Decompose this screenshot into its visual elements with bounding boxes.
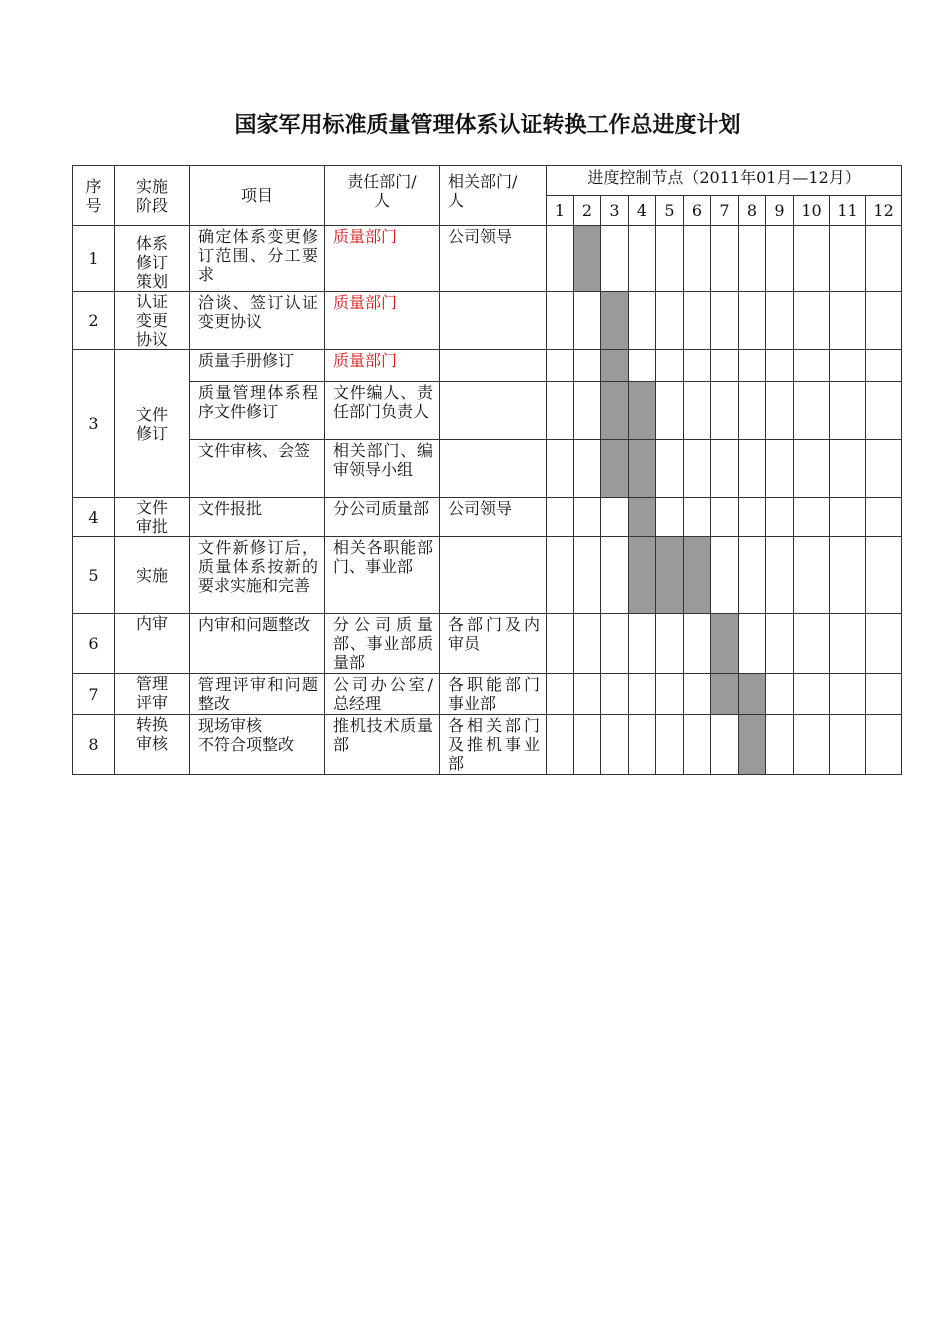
page-title: 国家军用标准质量管理体系认证转换工作总进度计划 <box>234 113 741 138</box>
progress-empty-cell <box>739 537 766 614</box>
progress-empty-cell <box>866 440 902 498</box>
row-stage <box>115 674 190 715</box>
progress-empty-cell <box>574 382 601 440</box>
progress-empty-cell <box>766 350 794 382</box>
progress-empty-cell <box>629 614 656 674</box>
progress-empty-cell <box>601 537 629 614</box>
progress-empty-cell <box>547 350 574 382</box>
progress-empty-cell <box>830 292 866 350</box>
month-header-7: 7 <box>711 196 739 226</box>
row-related: 各职能部门事业部 <box>440 674 547 715</box>
month-header-8: 8 <box>739 196 766 226</box>
progress-empty-cell <box>711 537 739 614</box>
progress-empty-cell <box>766 614 794 674</box>
row-seq: 1 <box>73 226 115 292</box>
progress-empty-cell <box>547 537 574 614</box>
row-stage <box>115 614 190 674</box>
progress-empty-cell <box>629 350 656 382</box>
row-stage <box>115 350 190 498</box>
header-stage <box>115 166 190 226</box>
progress-empty-cell <box>684 382 711 440</box>
header-stage-label: 实施阶段 <box>135 176 168 215</box>
row-stage-text: 认证变更协议 <box>135 292 168 349</box>
progress-empty-cell <box>601 498 629 537</box>
progress-empty-cell <box>656 226 684 292</box>
row-stage <box>115 498 190 537</box>
progress-empty-cell <box>830 674 866 715</box>
row-seq: 8 <box>73 715 115 775</box>
row-stage-text: 文件审批 <box>135 498 168 536</box>
progress-empty-cell <box>656 498 684 537</box>
progress-bar-cell <box>601 382 629 440</box>
progress-empty-cell <box>711 350 739 382</box>
row-resp: 公司办公室/总经理 <box>325 674 440 715</box>
progress-bar-cell <box>629 498 656 537</box>
progress-empty-cell <box>866 498 902 537</box>
table-row <box>73 440 902 498</box>
progress-empty-cell <box>830 498 866 537</box>
row-item: 文件报批 <box>190 498 325 537</box>
row-item: 质量管理体系程序文件修订 <box>190 382 325 440</box>
progress-empty-cell <box>766 440 794 498</box>
progress-empty-cell <box>711 226 739 292</box>
row-related <box>440 350 547 382</box>
progress-empty-cell <box>684 226 711 292</box>
progress-empty-cell <box>866 292 902 350</box>
progress-empty-cell <box>794 350 830 382</box>
row-resp: 相关部门、编审领导小组 <box>325 440 440 498</box>
header-item: 项目 <box>190 166 325 226</box>
table-row <box>73 614 902 674</box>
progress-empty-cell <box>684 350 711 382</box>
row-resp: 分公司质量部 <box>325 498 440 537</box>
progress-empty-cell <box>547 382 574 440</box>
progress-empty-cell <box>684 614 711 674</box>
progress-empty-cell <box>830 226 866 292</box>
progress-empty-cell <box>656 715 684 775</box>
progress-empty-cell <box>794 537 830 614</box>
month-header-6: 6 <box>684 196 711 226</box>
month-header-10: 10 <box>794 196 830 226</box>
progress-empty-cell <box>794 382 830 440</box>
progress-empty-cell <box>574 350 601 382</box>
table-row <box>73 498 902 537</box>
row-seq: 7 <box>73 674 115 715</box>
progress-empty-cell <box>794 674 830 715</box>
progress-empty-cell <box>629 292 656 350</box>
progress-empty-cell <box>830 350 866 382</box>
schedule-table <box>72 165 902 775</box>
progress-empty-cell <box>766 382 794 440</box>
progress-empty-cell <box>684 440 711 498</box>
row-resp: 相关各职能部门、事业部 <box>325 537 440 614</box>
progress-empty-cell <box>866 614 902 674</box>
progress-empty-cell <box>766 537 794 614</box>
header-seq <box>73 166 115 226</box>
row-seq: 4 <box>73 498 115 537</box>
progress-empty-cell <box>866 226 902 292</box>
row-stage <box>115 226 190 292</box>
month-header-5: 5 <box>656 196 684 226</box>
header-row <box>73 166 902 196</box>
row-resp: 质量部门 <box>325 350 440 382</box>
row-item: 文件新修订后，质量体系按新的要求实施和完善 <box>190 537 325 614</box>
table-row <box>73 350 902 382</box>
progress-bar-cell <box>739 715 766 775</box>
progress-empty-cell <box>601 226 629 292</box>
month-header-1: 1 <box>547 196 574 226</box>
progress-empty-cell <box>766 226 794 292</box>
progress-empty-cell <box>794 498 830 537</box>
row-item: 管理评审和问题整改 <box>190 674 325 715</box>
table-row <box>73 292 902 350</box>
row-item: 洽谈、签订认证变更协议 <box>190 292 325 350</box>
row-stage-text: 体系修订策划 <box>135 234 168 291</box>
row-resp: 质量部门 <box>325 226 440 292</box>
progress-empty-cell <box>711 440 739 498</box>
progress-empty-cell <box>711 382 739 440</box>
progress-empty-cell <box>574 715 601 775</box>
progress-empty-cell <box>656 292 684 350</box>
progress-empty-cell <box>547 674 574 715</box>
row-related <box>440 382 547 440</box>
header-related-label: 相关部门/人 <box>448 172 518 210</box>
progress-bar-cell <box>629 382 656 440</box>
progress-empty-cell <box>574 537 601 614</box>
progress-empty-cell <box>830 537 866 614</box>
row-item: 确定体系变更修订范围、分工要求 <box>190 226 325 292</box>
progress-empty-cell <box>830 614 866 674</box>
month-header-11: 11 <box>830 196 866 226</box>
progress-empty-cell <box>739 440 766 498</box>
progress-empty-cell <box>656 614 684 674</box>
progress-empty-cell <box>866 674 902 715</box>
progress-empty-cell <box>830 382 866 440</box>
progress-empty-cell <box>794 440 830 498</box>
progress-bar-cell <box>601 350 629 382</box>
header-resp <box>325 166 440 226</box>
row-stage-text: 文件修订 <box>135 404 168 443</box>
progress-bar-cell <box>601 292 629 350</box>
progress-empty-cell <box>766 715 794 775</box>
progress-bar-cell <box>629 440 656 498</box>
row-resp: 分公司质量部、事业部质量部 <box>325 614 440 674</box>
progress-bar-cell <box>711 614 739 674</box>
progress-bar-cell <box>629 537 656 614</box>
progress-empty-cell <box>766 498 794 537</box>
progress-empty-cell <box>684 674 711 715</box>
progress-empty-cell <box>656 350 684 382</box>
progress-empty-cell <box>739 292 766 350</box>
month-header-2: 2 <box>574 196 601 226</box>
progress-empty-cell <box>547 440 574 498</box>
table-row <box>73 715 902 775</box>
row-item: 内审和问题整改 <box>190 614 325 674</box>
progress-empty-cell <box>574 292 601 350</box>
row-item: 现场审核 不符合项整改 <box>190 715 325 775</box>
progress-empty-cell <box>574 498 601 537</box>
table-row <box>73 382 902 440</box>
progress-empty-cell <box>866 537 902 614</box>
progress-empty-cell <box>574 614 601 674</box>
month-header-12: 12 <box>866 196 902 226</box>
progress-empty-cell <box>656 440 684 498</box>
row-resp: 推机技术质量部 <box>325 715 440 775</box>
progress-empty-cell <box>866 715 902 775</box>
progress-empty-cell <box>766 292 794 350</box>
progress-empty-cell <box>684 498 711 537</box>
progress-empty-cell <box>684 715 711 775</box>
progress-empty-cell <box>629 715 656 775</box>
progress-empty-cell <box>629 226 656 292</box>
progress-empty-cell <box>866 350 902 382</box>
progress-empty-cell <box>739 382 766 440</box>
progress-empty-cell <box>830 715 866 775</box>
progress-empty-cell <box>794 292 830 350</box>
row-stage-text: 转换审核 <box>135 715 168 753</box>
row-stage <box>115 292 190 350</box>
header-resp-label: 责任部门/人 <box>347 172 417 210</box>
row-item: 质量手册修订 <box>190 350 325 382</box>
row-related: 公司领导 <box>440 226 547 292</box>
month-header-4: 4 <box>629 196 656 226</box>
progress-empty-cell <box>739 614 766 674</box>
progress-empty-cell <box>711 498 739 537</box>
progress-empty-cell <box>629 674 656 715</box>
progress-empty-cell <box>601 715 629 775</box>
row-stage-text: 内审 <box>135 614 168 633</box>
progress-empty-cell <box>794 715 830 775</box>
row-resp: 文件编人、责任部门负责人 <box>325 382 440 440</box>
progress-empty-cell <box>547 715 574 775</box>
progress-empty-cell <box>739 226 766 292</box>
row-related <box>440 537 547 614</box>
row-related <box>440 440 547 498</box>
progress-empty-cell <box>547 498 574 537</box>
progress-bar-cell <box>739 674 766 715</box>
progress-empty-cell <box>830 440 866 498</box>
progress-empty-cell <box>547 614 574 674</box>
progress-bar-cell <box>574 226 601 292</box>
row-seq: 3 <box>73 350 115 498</box>
table-row <box>73 226 902 292</box>
progress-empty-cell <box>656 674 684 715</box>
row-related <box>440 292 547 350</box>
row-seq: 5 <box>73 537 115 614</box>
progress-empty-cell <box>711 715 739 775</box>
header-related <box>440 166 547 226</box>
table-row <box>73 674 902 715</box>
row-related: 各部门及内审员 <box>440 614 547 674</box>
progress-bar-cell <box>684 537 711 614</box>
progress-empty-cell <box>547 292 574 350</box>
progress-empty-cell <box>866 382 902 440</box>
row-stage-text: 实施 <box>135 565 168 585</box>
progress-empty-cell <box>794 226 830 292</box>
progress-bar-cell <box>711 674 739 715</box>
progress-empty-cell <box>684 292 711 350</box>
header-seq-label: 序号 <box>85 176 102 215</box>
row-related: 公司领导 <box>440 498 547 537</box>
progress-empty-cell <box>601 614 629 674</box>
progress-empty-cell <box>739 498 766 537</box>
row-resp: 质量部门 <box>325 292 440 350</box>
progress-empty-cell <box>711 292 739 350</box>
table-row <box>73 537 902 614</box>
progress-empty-cell <box>766 674 794 715</box>
row-stage <box>115 715 190 775</box>
row-related: 各相关部门及推机事业部 <box>440 715 547 775</box>
month-header-9: 9 <box>766 196 794 226</box>
progress-empty-cell <box>601 674 629 715</box>
row-seq: 6 <box>73 614 115 674</box>
progress-empty-cell <box>574 440 601 498</box>
progress-empty-cell <box>574 674 601 715</box>
header-progress: 进度控制节点（2011年01月—12月） <box>547 166 902 196</box>
progress-bar-cell <box>656 537 684 614</box>
row-stage <box>115 537 190 614</box>
progress-empty-cell <box>656 382 684 440</box>
row-stage-text: 管理评审 <box>135 674 168 712</box>
progress-empty-cell <box>794 614 830 674</box>
progress-empty-cell <box>547 226 574 292</box>
progress-bar-cell <box>601 440 629 498</box>
row-item: 文件审核、会签 <box>190 440 325 498</box>
row-seq: 2 <box>73 292 115 350</box>
month-header-3: 3 <box>601 196 629 226</box>
progress-empty-cell <box>739 350 766 382</box>
